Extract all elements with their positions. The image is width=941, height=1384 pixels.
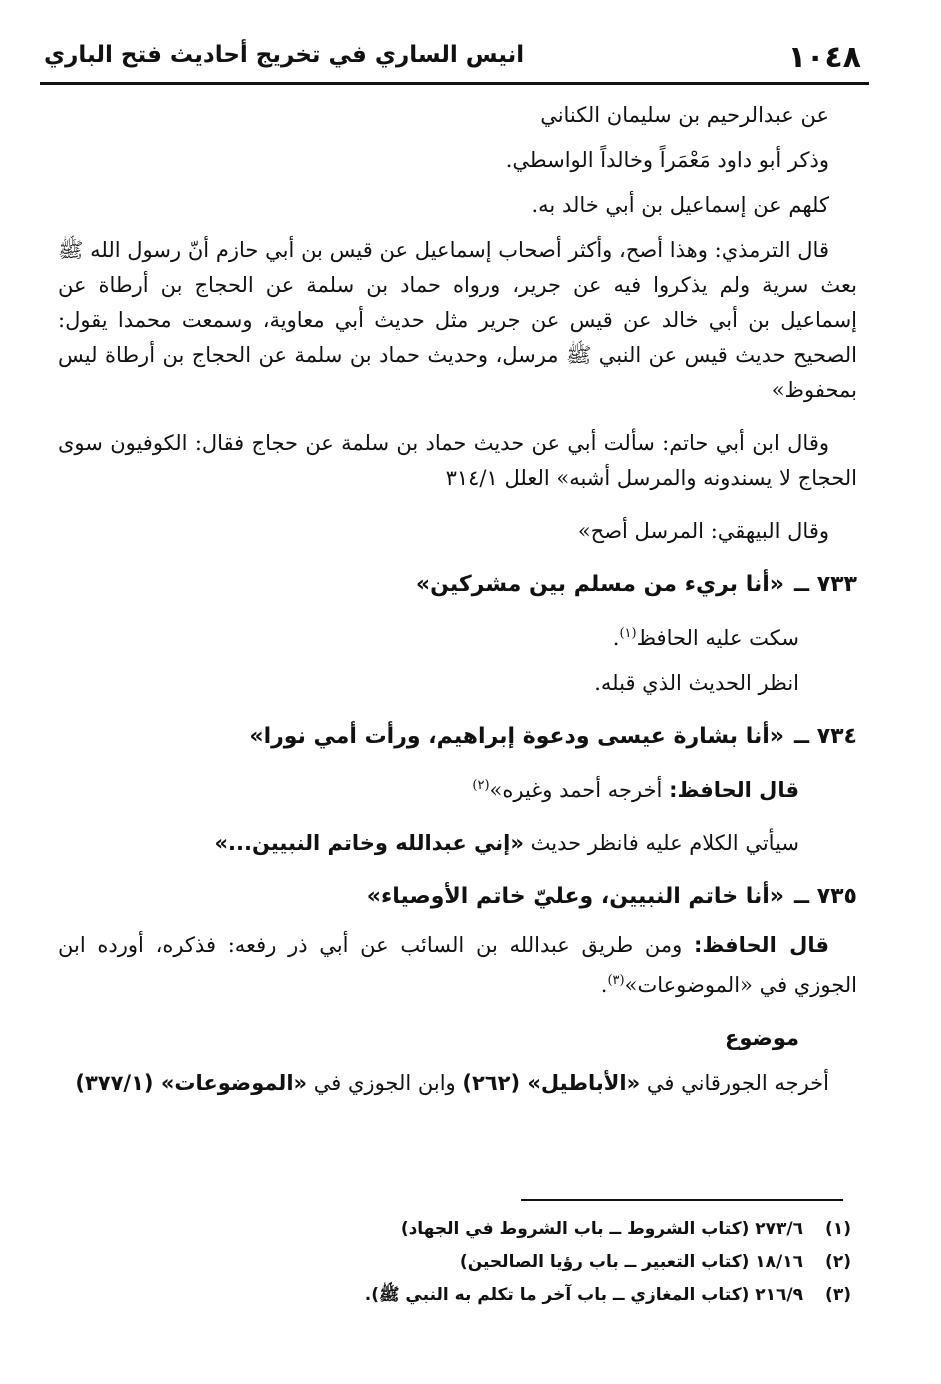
hadith-text: «أنا بريء من مسلم بين مشركين» [415, 572, 784, 597]
footnotes [200, 1213, 851, 1312]
footnote-number: (١) [825, 1219, 851, 1239]
text-span: . [600, 973, 608, 997]
text-line: كلهم عن إسماعيل بن أبي خالد به. [531, 193, 829, 217]
footnote-text: ١٨/١٦ (كتاب التعبير ــ باب رؤيا الصالحين) [459, 1252, 803, 1272]
abi-hatim-paragraph: وقال ابن أبي حاتم: سألت أبي عن حديث حماد بن سلمة عن حجاج فقال: الكوفيون سوى الحجاج لا يسندونه والمرسل أشبه» العلل ٣١٤/١ [58, 431, 857, 490]
main-text [58, 98, 857, 1119]
text-line: عن عبدالرحيم بن سليمان الكناني [540, 103, 829, 127]
footnote-number: (٣) [825, 1285, 851, 1305]
verdict: موضوع [725, 1026, 799, 1050]
text-line [58, 1066, 857, 1101]
text-span: . [612, 626, 620, 650]
hadith-heading-733 [58, 567, 857, 602]
footnote-ref: (٣) [607, 973, 625, 988]
text-span: أخرجه أحمد وغيره» [489, 778, 663, 802]
text-span: سيأتي الكلام عليه فانظر حديث [530, 831, 799, 855]
footnote-number: (٢) [825, 1252, 851, 1272]
text-span: ومن طريق عبدالله بن السائب عن أبي ذر رفعه: فذكره، أورده ابن الجوزي في «الموضوعات» [58, 933, 857, 997]
hadith-number: ٧٣٣ ــ [794, 572, 857, 597]
footnote-text: ٢١٦/٩ (كتاب المغازي ــ باب آخر ما تكلم به النبي ﷺ). [364, 1285, 803, 1305]
text-span: «الموضوعات» (٣٧٧/١) [75, 1071, 308, 1095]
tirmidhi-paragraph: قال الترمذي: وهذا أصح، وأكثر أصحاب إسماعيل عن قيس بن أبي حازم أنّ رسول الله ﷺ بعث سرية ولم يذكروا فيه عن جرير، ورواه حماد بن سلمة عن الحجاج بن أرطاة عن إسماعيل بن أبي خالد عن قيس عن جرير مثل حديث أبي معاوية، وسمعت محمدا يقول: الصحيح حديث قيس عن النبي ﷺ مرسل، وحديث حماد بن سلمة عن الحجاج بن أرطاة ليس بمحفوظ» [58, 238, 857, 402]
hadith-heading-735 [58, 879, 857, 914]
hadith-number: ٧٣٤ ــ [794, 724, 857, 749]
hafiz-label: قال الحافظ: [669, 778, 799, 802]
text-span: «الأباطيل» (٢٦٢) [462, 1071, 641, 1095]
text-span: وابن الجوزي في [313, 1071, 456, 1095]
footnote [200, 1213, 851, 1246]
running-title: انيس الساري في تخريج أحاديث فتح الباري [44, 42, 525, 68]
footnote-ref: (٢) [472, 778, 490, 793]
text-span: سكت عليه الحافظ [636, 626, 799, 650]
page-header [40, 34, 869, 85]
text-span: «إني عبدالله وخاتم النبيين...» [214, 831, 524, 855]
footnote-separator [521, 1199, 843, 1201]
footnote [200, 1279, 851, 1312]
hafiz-label: قال الحافظ: [694, 933, 829, 957]
text-paragraph [58, 928, 857, 1003]
text-line [58, 616, 857, 656]
text-line: انظر الحديث الذي قبله. [594, 671, 799, 695]
text-line [58, 826, 857, 861]
hadith-text: «أنا خاتم النبيين، وعليّ خاتم الأوصياء» [366, 884, 784, 909]
text-span: أخرجه الجورقاني في [646, 1071, 829, 1095]
text-line [58, 768, 857, 808]
bayhaqi-line: وقال البيهقي: المرسل أصح» [577, 519, 829, 543]
footnote-ref: (١) [619, 626, 637, 641]
hadith-heading-734 [58, 719, 857, 754]
page-number: ١٠٤٨ [787, 40, 861, 75]
footnote-text: ٢٧٣/٦ (كتاب الشروط ــ باب الشروط في الجهاد) [400, 1219, 803, 1239]
hadith-number: ٧٣٥ ــ [794, 884, 857, 909]
footnote [200, 1246, 851, 1279]
hadith-text: «أنا بشارة عيسى ودعوة إبراهيم، ورأت أمي نورا» [249, 724, 784, 749]
text-line: وذكر أبو داود مَعْمَراً وخالداً الواسطي. [505, 148, 829, 172]
